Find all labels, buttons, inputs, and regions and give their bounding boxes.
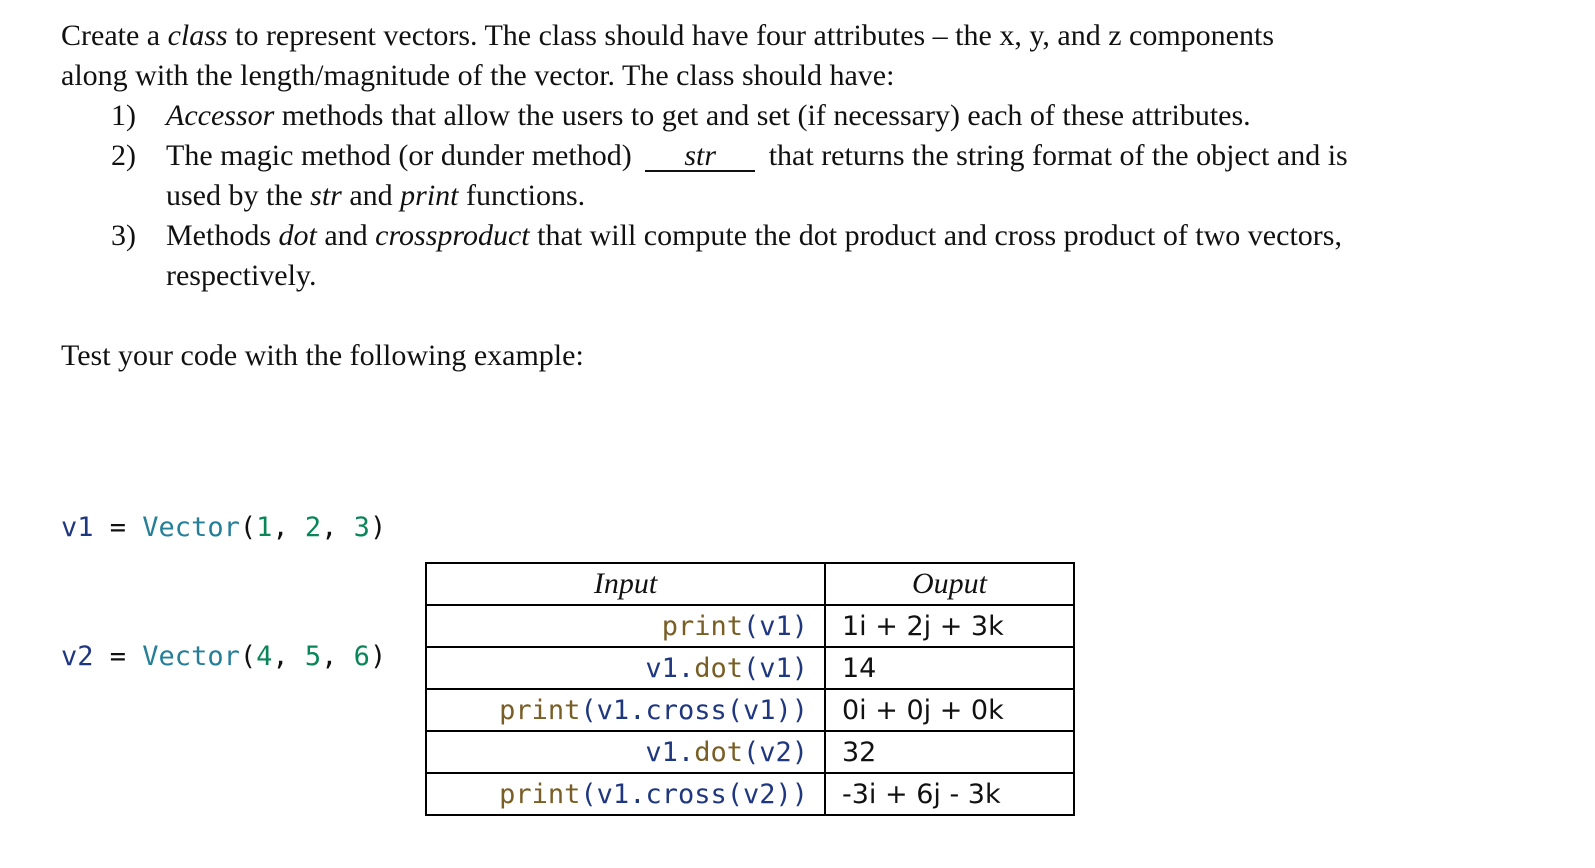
list-item-3: 3) Methods dot and crossproduct that will compute the dot product and cross product of two vectors, respectively. (111, 219, 1342, 292)
intro-paragraph (61, 16, 1521, 96)
io-table (425, 562, 1075, 816)
code-line: v2 = Vector(4, 5, 6) (61, 641, 387, 672)
dunder-str: str (645, 142, 755, 172)
table-row: print(v1) 1i + 2j + 3k (426, 605, 1074, 647)
table-row: print(v1.cross(v1)) 0i + 0j + 0k (426, 689, 1074, 731)
code-line: v1 = Vector(1, 2, 3) (61, 512, 387, 543)
requirements-list (111, 96, 1531, 296)
header-input: Input (426, 563, 825, 605)
list-item-2: 2) The magic method (or dunder method) str that returns the string format of the object and is used by the str and print functions. (111, 139, 1348, 212)
code-block (61, 420, 386, 721)
table-row: print(v1.cross(v2)) -3i + 6j - 3k (426, 773, 1074, 815)
intro-line-1: Create a class to represent vectors. The class should have four attributes – the x, y, and z components (61, 19, 1274, 52)
header-output: Ouput (825, 563, 1074, 605)
intro-line-2: along with the length/magnitude of the vector. The class should have: (61, 59, 895, 92)
table-row: v1.dot(v1) 14 (426, 647, 1074, 689)
table-row: v1.dot(v2) 32 (426, 731, 1074, 773)
test-heading: Test your code with the following example: (61, 339, 584, 372)
class-emphasis: class (167, 19, 228, 52)
list-item-1: 1) Accessor methods that allow the users to get and set (if necessary) each of these attributes. (111, 99, 1251, 132)
table-header-row (426, 563, 1074, 605)
